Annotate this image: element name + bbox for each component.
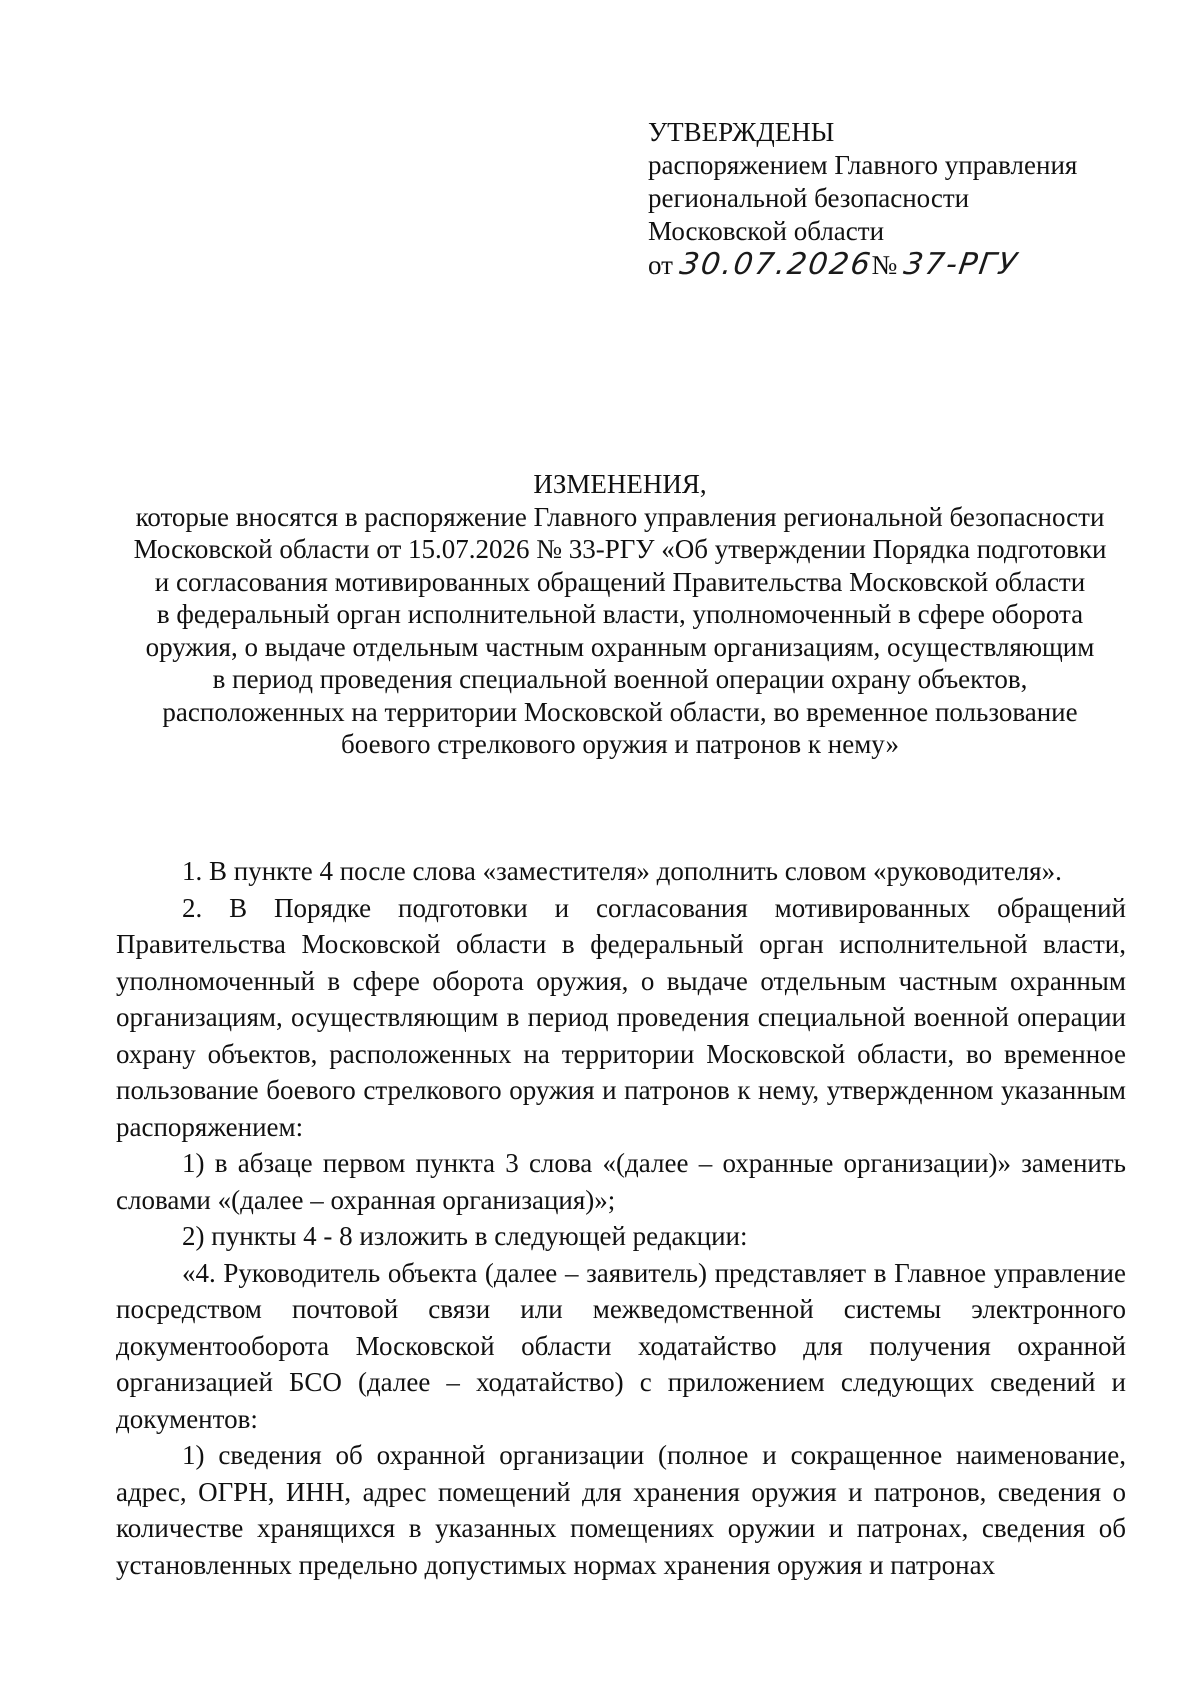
approval-line-2: региональной безопасности bbox=[648, 183, 970, 213]
document-body bbox=[116, 853, 1126, 1583]
body-paragraph: 2) пункты 4 - 8 изложить в следующей редакции: bbox=[182, 1221, 748, 1251]
title-line: Московской области от 15.07.2026 № 33-РГУ «Об утверждении Порядка подготовки bbox=[133, 534, 1107, 564]
title-line: которые вносятся в распоряжение Главного управления региональной безопасности bbox=[135, 501, 1105, 532]
body-paragraph: 1) сведения об охранной организации (полное и сокращенное наименование, адрес, ОГРН, ИНН, адрес помещений для хранения оружия и патронов, сведения о количестве хранящихся в указанных помещениях оружии и патронах, сведения об установленных предельно допустимых нормах хранения оружия и патронах bbox=[116, 1440, 1126, 1580]
approval-block bbox=[648, 116, 1168, 282]
approval-date-prefix: от bbox=[648, 250, 673, 280]
title-line: оружия, о выдаче отдельным частным охранным организациям, осуществляющим bbox=[145, 631, 1095, 662]
approval-line-1: распоряжением Главного управления bbox=[648, 150, 1078, 180]
body-paragraph: 1) в абзаце первом пункта 3 слова «(далее – охранные организации)» заменить словами «(далее – охранная организация)»; bbox=[116, 1148, 1126, 1215]
handwritten-date: 30.07.2026 bbox=[677, 247, 874, 282]
approval-line-3: Московской области bbox=[648, 216, 885, 246]
body-paragraph: «4. Руководитель объекта (далее – заявитель) представляет в Главное управление посредством почтовой связи или межведомственной системы электронного документооборота Московской области ходатайство для получения охранной организацией БСО (далее – ходатайство) с приложением следующих сведений и документов: bbox=[116, 1257, 1126, 1434]
number-sign: № bbox=[871, 250, 898, 280]
title-line: в период проведения специальной военной операции охрану объектов, bbox=[212, 664, 1028, 694]
title-heading: ИЗМЕНЕНИЯ, bbox=[533, 469, 707, 499]
handwritten-number: 37-РГУ bbox=[901, 247, 1021, 282]
document-title bbox=[100, 468, 1140, 761]
title-line: расположенных на территории Московской области, во временное пользование bbox=[162, 696, 1078, 727]
body-paragraph: 1. В пункте 4 после слова «заместителя» дополнить словом «руководителя». bbox=[182, 856, 1062, 886]
approval-date-line bbox=[648, 248, 1168, 282]
title-line: боевого стрелкового оружия и патронов к нему» bbox=[341, 729, 899, 759]
title-line: и согласования мотивированных обращений Правительства Московской области bbox=[154, 566, 1086, 597]
title-line: в федеральный орган исполнительной власти, уполномоченный в сфере оборота bbox=[156, 599, 1084, 629]
body-paragraph: 2. В Порядке подготовки и согласования мотивированных обращений Правительства Московской области в федеральный орган исполнительной власти, уполномоченный в сфере оборота оружия, о выдаче отдельным частным охранным организациям, осуществляющим в период проведения специальной военной операции охрану объектов, расположенных на территории Московской области, во временное пользование боевого стрелкового оружия и патронов к нему, утвержденном указанным распоряжением: bbox=[116, 892, 1126, 1142]
approval-heading: УТВЕРЖДЕНЫ bbox=[648, 117, 835, 147]
